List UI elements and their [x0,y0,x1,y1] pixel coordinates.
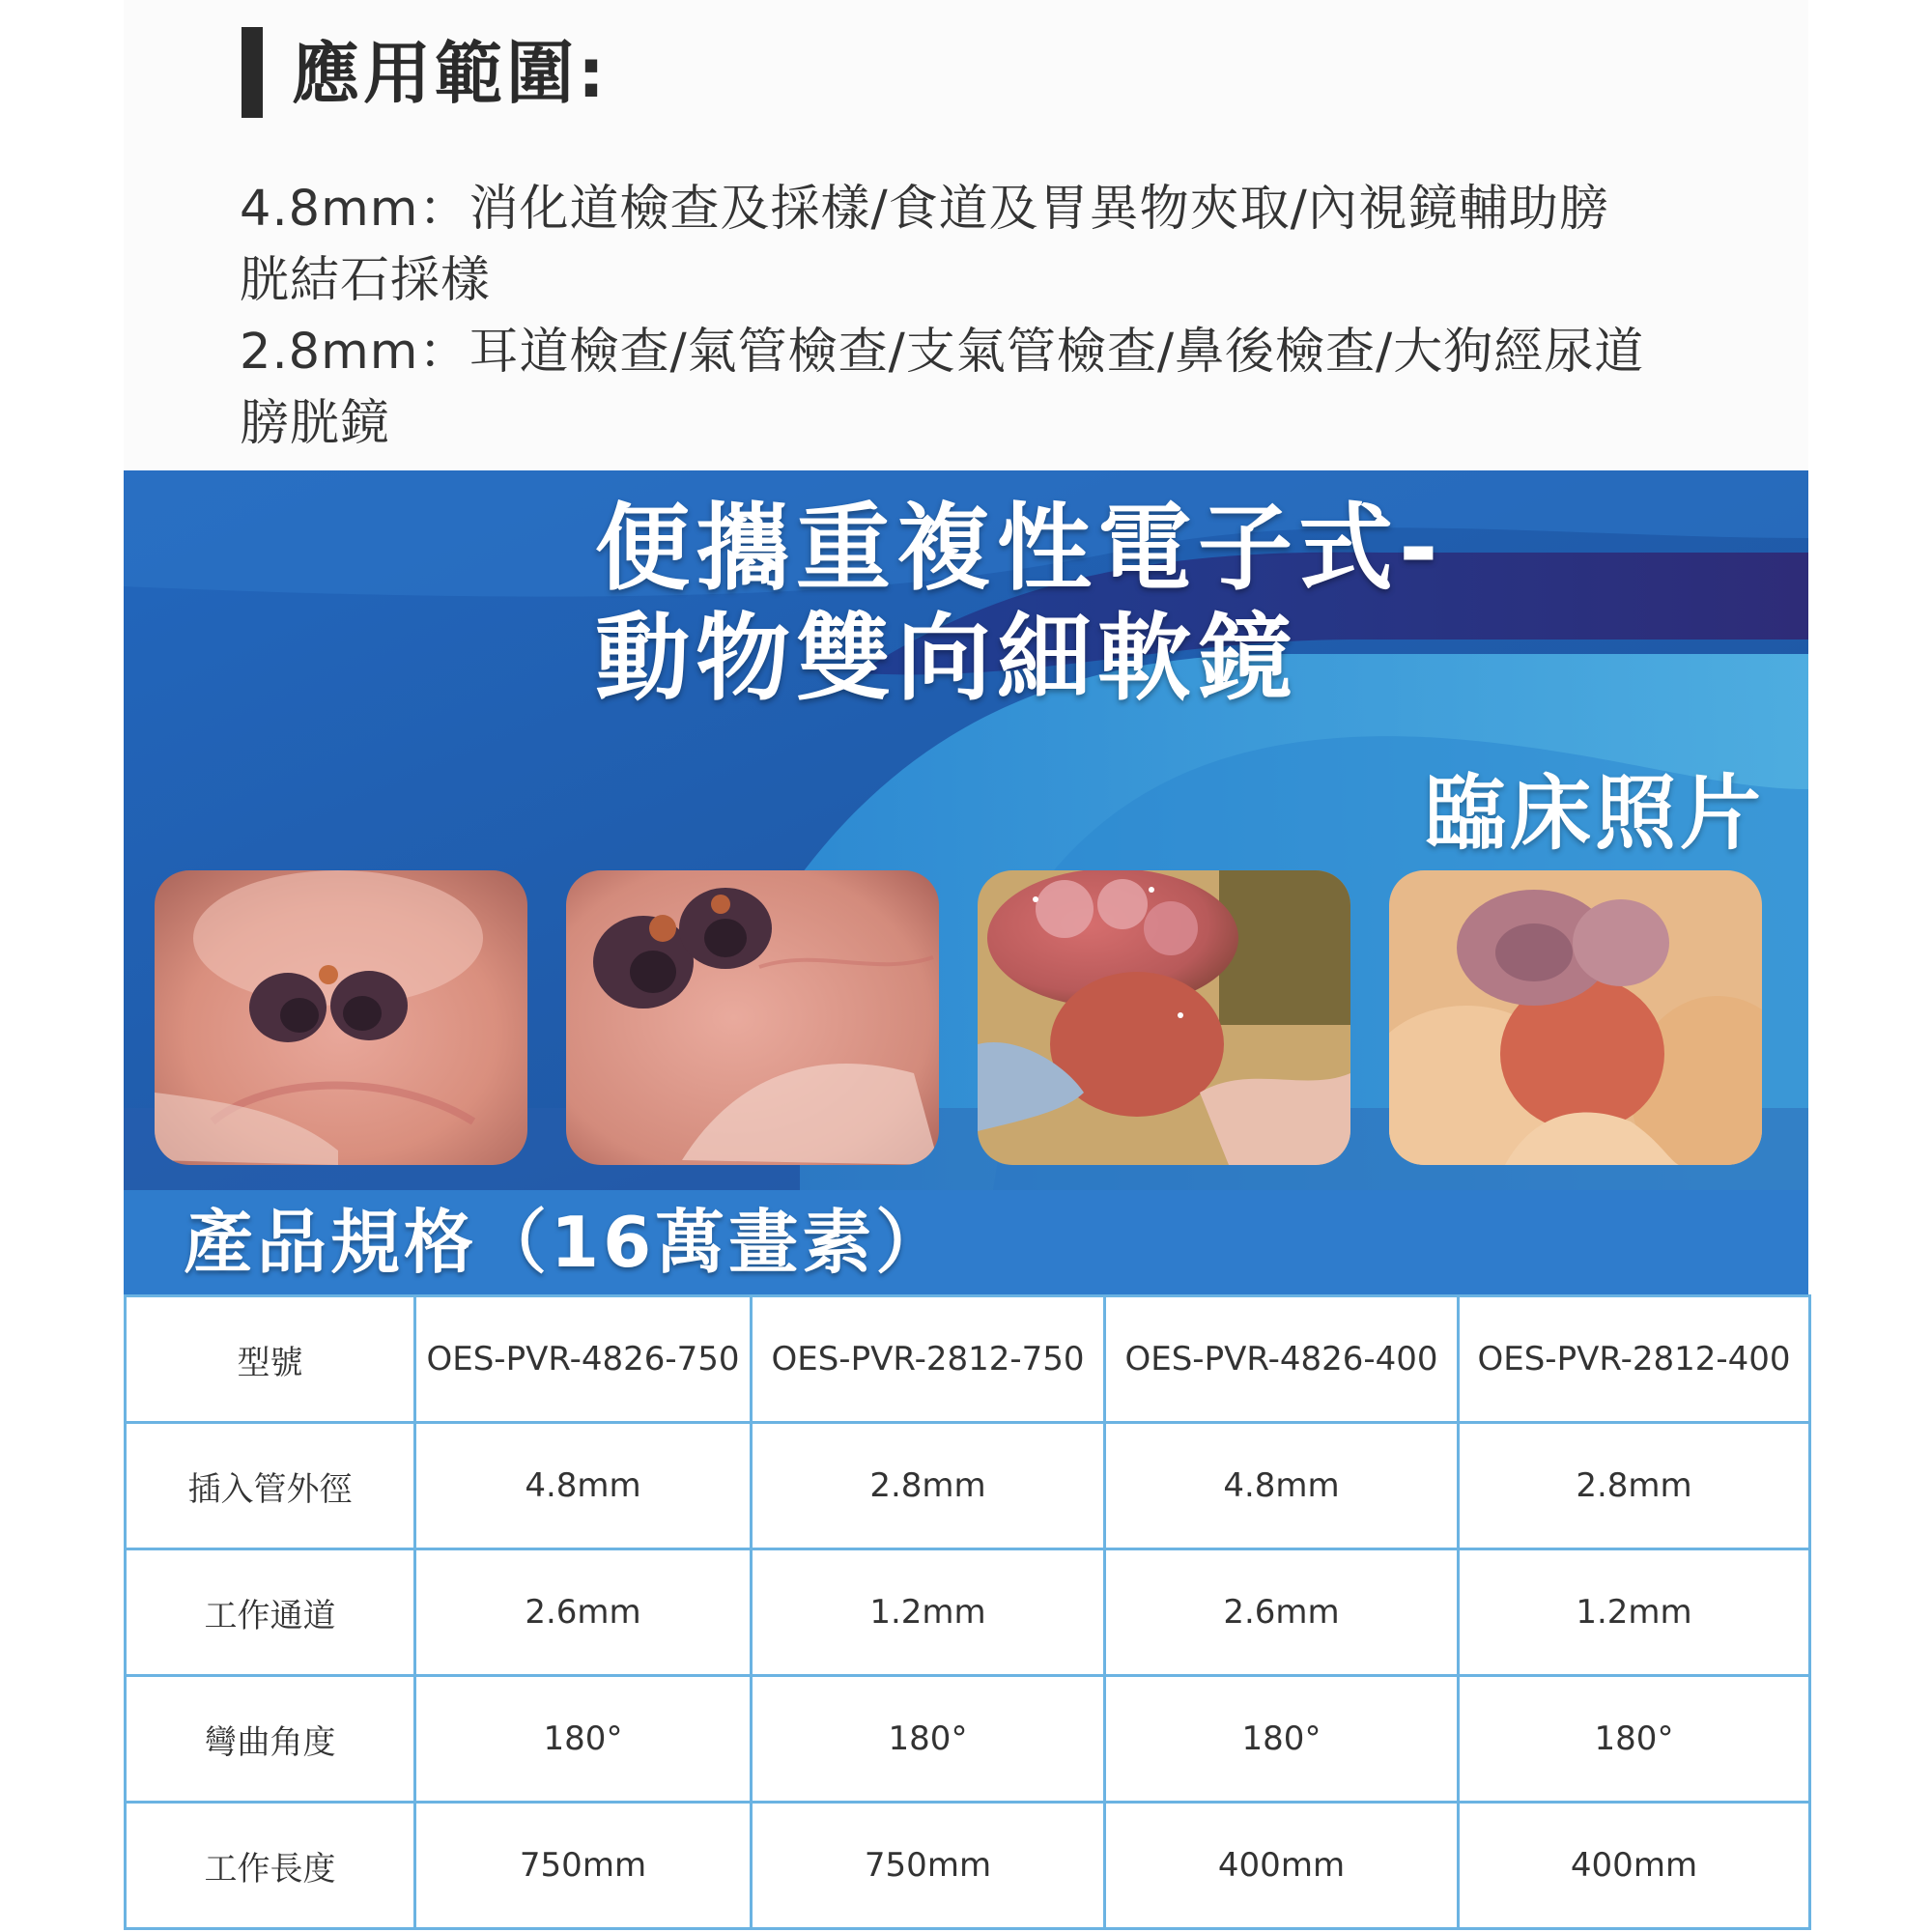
table-cell: OES-PVR-4826-400 [1105,1296,1459,1423]
table-cell: 180° [1105,1676,1459,1803]
section-title-bar [242,27,263,118]
table-cell: OES-PVR-2812-400 [1459,1296,1810,1423]
table-row [126,1549,1810,1676]
banner-title-line: 動物雙向細軟鏡 [595,604,1299,714]
table-cell: 2.6mm [415,1549,752,1676]
row-label: 插入管外徑 [126,1423,415,1549]
row-label: 工作長度 [126,1803,415,1929]
banner-title-line: 便攜重複性電子式- [595,494,1444,604]
usage-text [240,174,1747,460]
usage-line: 2.8mm：耳道檢查/氣管檢查/支氣管檢查/鼻後檢查/大狗經尿道 [240,324,1645,381]
table-cell: OES-PVR-2812-750 [752,1296,1105,1423]
usage-line: 膀胱鏡 [240,395,391,452]
clinical-photo [978,870,1350,1165]
clinical-photo [155,870,527,1165]
table-cell: 400mm [1459,1803,1810,1929]
row-label: 工作通道 [126,1549,415,1676]
table-cell: 180° [752,1676,1105,1803]
table-cell: 180° [1459,1676,1810,1803]
table-cell: 2.6mm [1105,1549,1459,1676]
table-cell: 4.8mm [1105,1423,1459,1549]
table-cell: 750mm [415,1803,752,1929]
table-cell: 1.2mm [1459,1549,1810,1676]
table-row [126,1676,1810,1803]
table-cell: 2.8mm [752,1423,1105,1549]
table-cell: 180° [415,1676,752,1803]
product-banner [124,470,1808,1190]
usage-line: 胱結石採樣 [240,252,492,309]
clinical-photos-label: 臨床照片 [1424,766,1765,861]
section-title: 應用範圍: [292,34,609,113]
table-cell: 2.8mm [1459,1423,1810,1549]
spec-table [124,1294,1811,1930]
row-label: 彎曲角度 [126,1676,415,1803]
table-cell: 400mm [1105,1803,1459,1929]
table-row [126,1803,1810,1929]
spec-header [124,1190,1808,1294]
table-cell: OES-PVR-4826-750 [415,1296,752,1423]
table-row [126,1423,1810,1549]
clinical-photo [1389,870,1762,1165]
usage-line: 4.8mm：消化道檢查及採樣/食道及胃異物夾取/內視鏡輔助膀 [240,181,1609,238]
row-label: 型號 [126,1296,415,1423]
banner-title [595,494,1444,714]
table-cell: 4.8mm [415,1423,752,1549]
spec-title: 產品規格（16萬畫素） [184,1202,950,1283]
clinical-photo [566,870,939,1165]
table-cell: 1.2mm [752,1549,1105,1676]
table-cell: 750mm [752,1803,1105,1929]
table-row [126,1296,1810,1423]
